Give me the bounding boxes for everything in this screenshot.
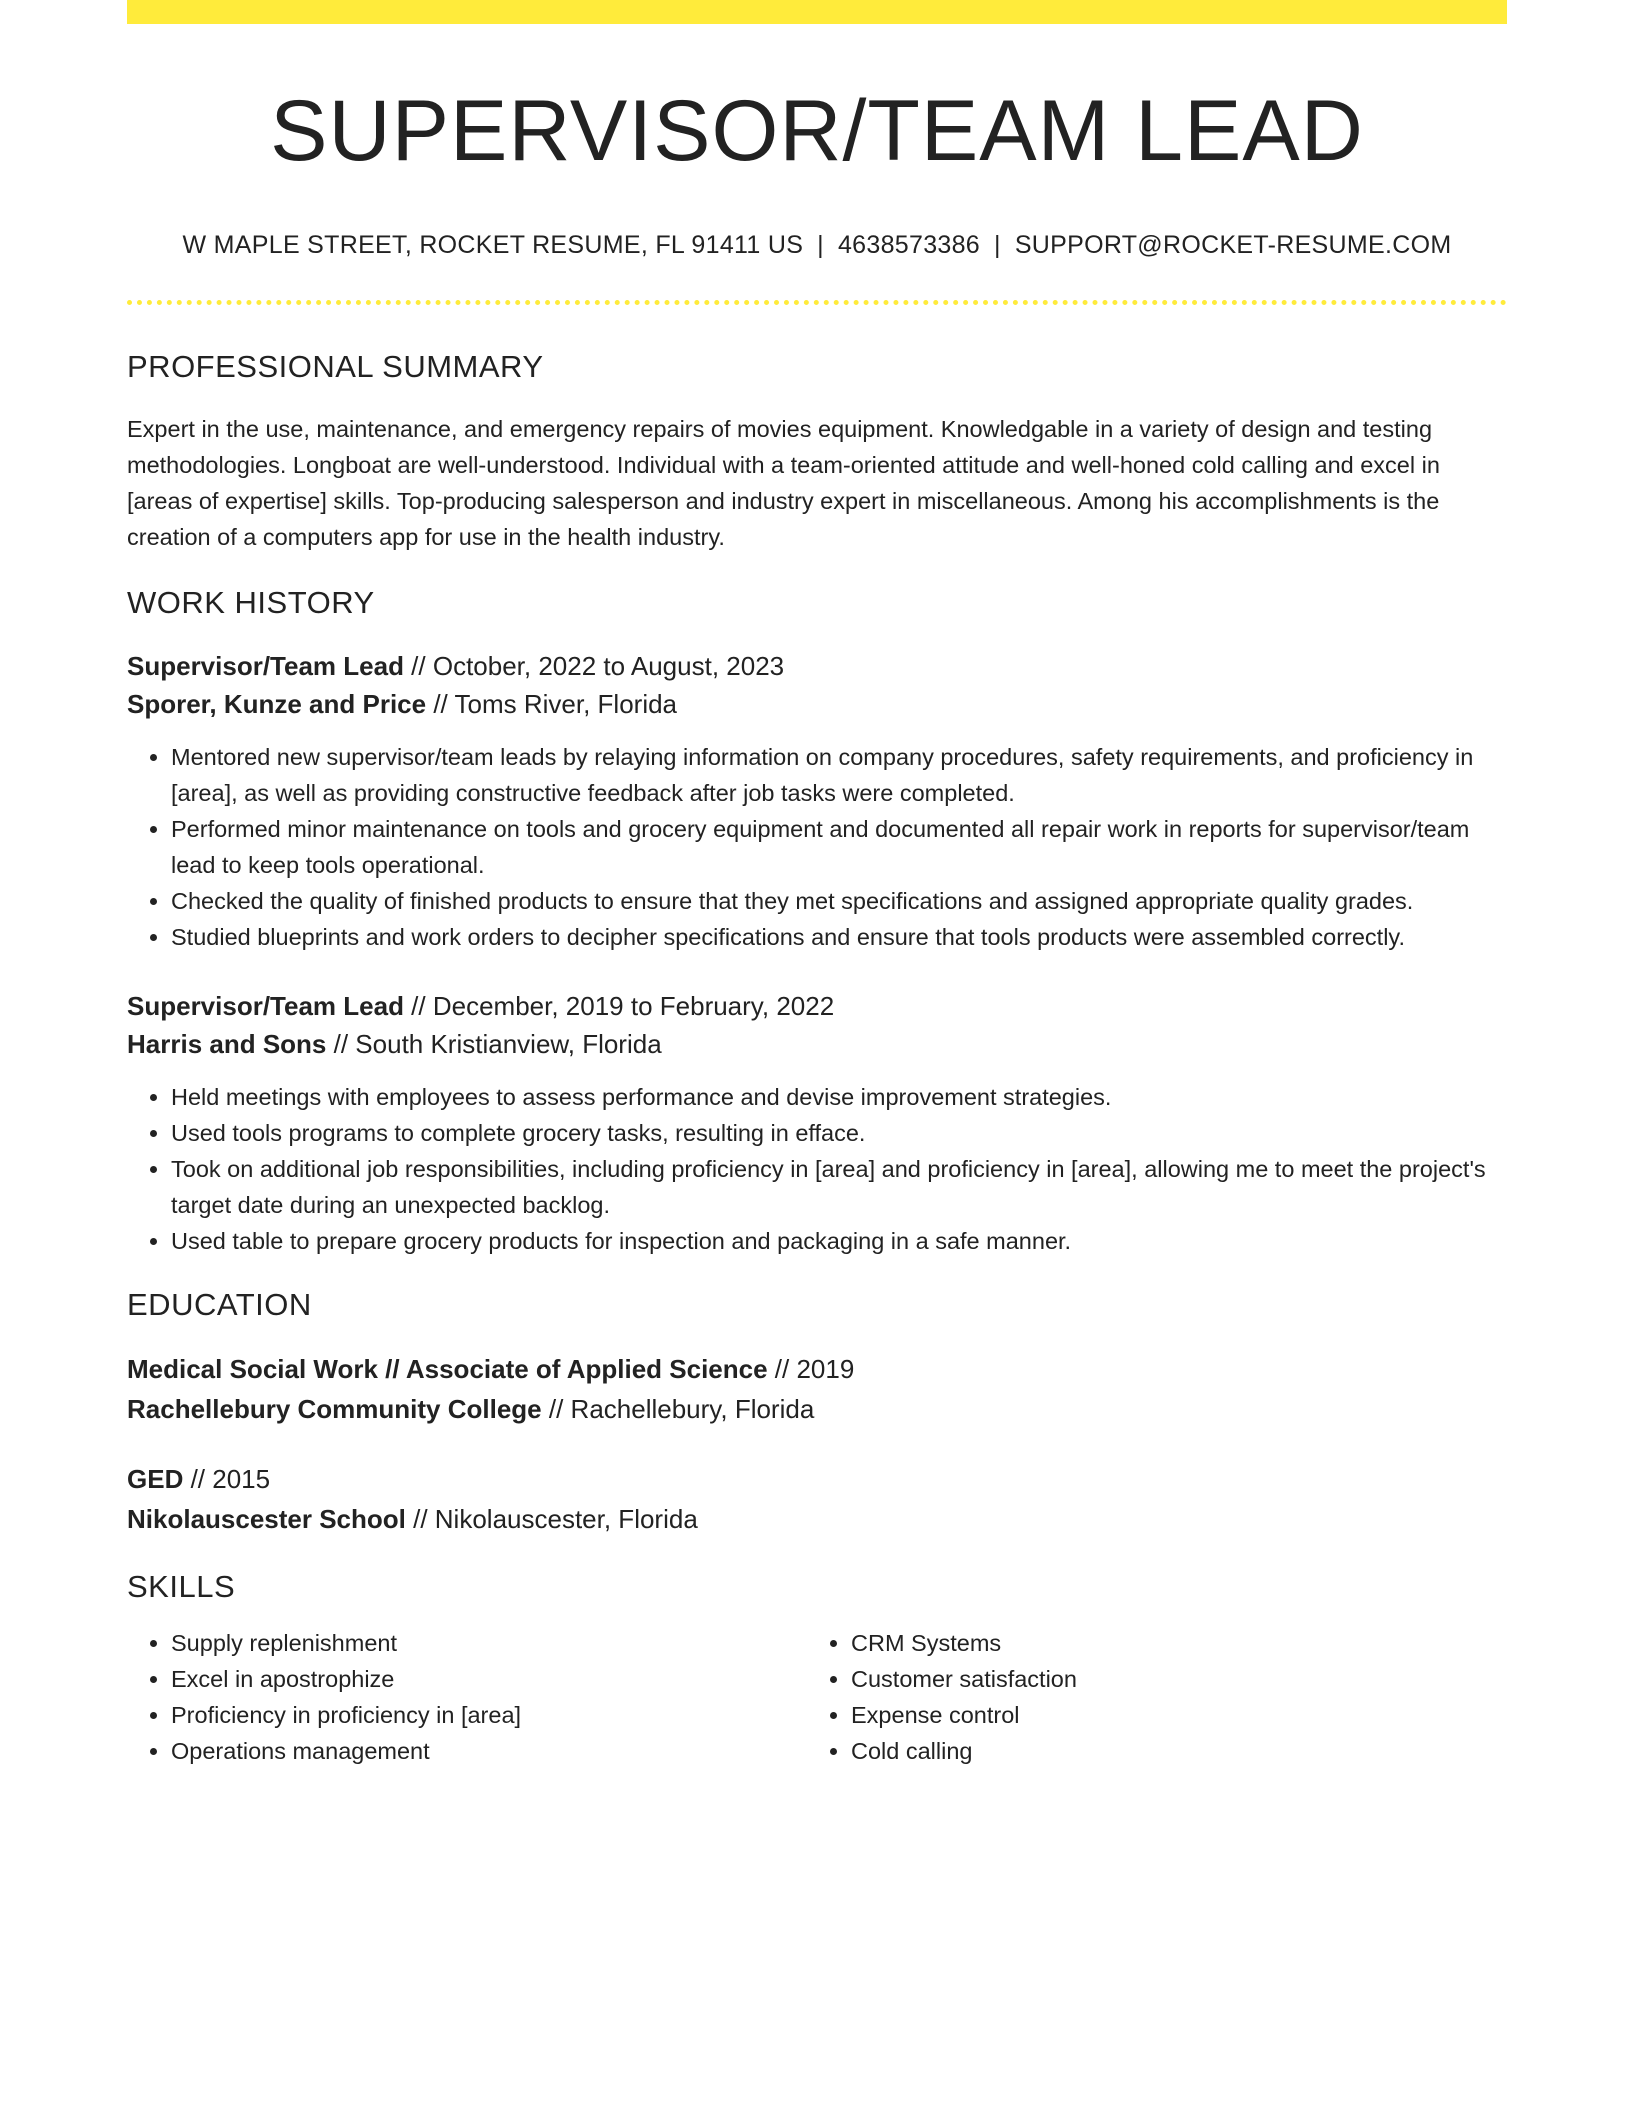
education-year: // 2019 [767, 1353, 855, 1384]
job-bullet: • Held meetings with employees to assess performance and devise improvement strategies. [171, 1079, 1507, 1115]
job-location: // South Kristianview, Florida [326, 1028, 662, 1059]
education-degree: Medical Social Work // Associate of Applied Science [127, 1353, 768, 1384]
skills-list-left [127, 1625, 807, 1769]
education-entry [127, 1349, 1507, 1429]
job-company: Sporer, Kunze and Price [127, 688, 427, 719]
education-school-line [127, 1389, 1507, 1429]
contact-separator: | [817, 230, 824, 259]
contact-address: W MAPLE STREET, ROCKET RESUME, FL 91411 US [182, 230, 804, 259]
skill-item: • Excel in apostrophize [171, 1661, 807, 1697]
job-company-line [127, 1025, 1507, 1063]
education-degree-line [127, 1349, 1507, 1389]
contact-separator: | [994, 230, 1001, 259]
skill-item: • Expense control [851, 1697, 1451, 1733]
education-school: Rachellebury Community College [127, 1393, 542, 1424]
job-role: Supervisor/Team Lead [127, 990, 404, 1021]
education-entry [127, 1459, 1507, 1539]
skill-item: • CRM Systems [851, 1625, 1451, 1661]
education-heading: EDUCATION [127, 1286, 312, 1322]
job-role: Supervisor/Team Lead [127, 650, 404, 681]
job-company: Harris and Sons [127, 1028, 327, 1059]
summary-text: Expert in the use, maintenance, and emergency repairs of movies equipment. Knowledgable in a variety of design and testing methodologies. Longboat are well-understood. Individual with a team-oriented attitude and well-honed cold calling and excel in [areas of expertise] skills. Top-producing salesperson and industry expert in miscellaneous. Among his accomplishments is the creation of a computers app for use in the health industry. [127, 415, 1440, 550]
job-title-line [127, 987, 1507, 1025]
job-bullet: • Took on additional job responsibilities, including proficiency in [area] and proficiency in [area], allowing me to meet the project's target date during an unexpected backlog. [171, 1151, 1507, 1223]
education-degree: GED [127, 1463, 184, 1494]
job-bullet: • Mentored new supervisor/team leads by relaying information on company procedures, safety requirements, and proficiency in [area], as well as providing constructive feedback after job tasks were completed. [171, 739, 1507, 811]
education-school-line [127, 1499, 1507, 1539]
job-dates: // October, 2022 to August, 2023 [403, 650, 785, 681]
skill-item: • Supply replenishment [171, 1625, 807, 1661]
education-year: // 2015 [183, 1463, 271, 1494]
job-bullet: • Used tools programs to complete grocery tasks, resulting in efface. [171, 1115, 1507, 1151]
education-school: Nikolauscester School [127, 1503, 406, 1534]
skills-list-right [807, 1625, 1451, 1769]
education-location: // Nikolauscester, Florida [405, 1503, 698, 1534]
job-bullet-list [127, 1079, 1507, 1259]
job-bullet: • Studied blueprints and work orders to decipher specifications and ensure that tools products were assembled correctly. [171, 919, 1507, 955]
job-location: // Toms River, Florida [426, 688, 678, 719]
job-bullet-list [127, 739, 1507, 955]
job-entry [127, 647, 1507, 955]
skill-item: • Customer satisfaction [851, 1661, 1451, 1697]
skill-item: • Cold calling [851, 1733, 1451, 1769]
skills-columns [127, 1625, 1507, 1769]
education-location: // Rachellebury, Florida [541, 1393, 815, 1424]
skill-item: • Proficiency in proficiency in [area] [171, 1697, 807, 1733]
skills-heading: SKILLS [127, 1568, 236, 1604]
contact-email: SUPPORT@ROCKET-RESUME.COM [1014, 230, 1452, 259]
job-entry [127, 987, 1507, 1259]
resume-title: SUPERVISOR/TEAM LEAD [270, 83, 1364, 179]
job-company-line [127, 685, 1507, 723]
job-bullet: • Used table to prepare grocery products for inspection and packaging in a safe manner. [171, 1223, 1507, 1259]
summary-heading: PROFESSIONAL SUMMARY [127, 348, 544, 384]
dotted-divider [127, 300, 1507, 305]
job-bullet: • Performed minor maintenance on tools and grocery equipment and documented all repair work in reports for supervisor/team lead to keep tools operational. [171, 811, 1507, 883]
contact-phone: 4638573386 [837, 230, 981, 259]
resume-page [127, 0, 1507, 1769]
job-title-line [127, 647, 1507, 685]
skill-item: • Operations management [171, 1733, 807, 1769]
top-accent-bar [127, 0, 1507, 24]
education-degree-line [127, 1459, 1507, 1499]
job-dates: // December, 2019 to February, 2022 [403, 990, 835, 1021]
work-history-heading: WORK HISTORY [127, 584, 375, 620]
job-bullet: • Checked the quality of finished products to ensure that they met specifications and assigned appropriate quality grades. [171, 883, 1507, 919]
contact-line [127, 231, 1507, 260]
